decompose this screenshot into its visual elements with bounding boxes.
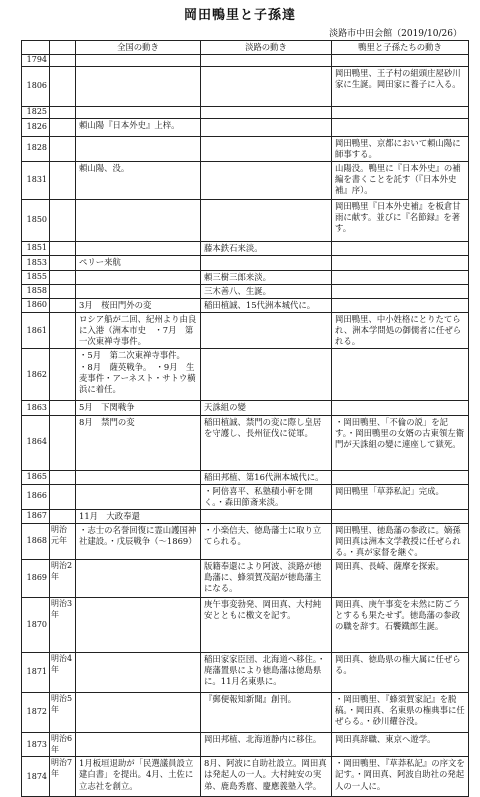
kamo-event: ・岡田鴨里、「不倫の説」を記す。・岡田鴨里の女婿の古東領左衛門が天誅組の變に連座して獄死。	[332, 415, 469, 470]
header-year	[22, 41, 50, 55]
awaji-event: 庚午事変勃発、岡田真、大村純安とともに檄文を記す。	[201, 598, 332, 653]
row-era	[50, 285, 76, 299]
awaji-event: 稲田植誠、15代洲本城代に。	[201, 299, 332, 313]
awaji-event	[201, 199, 332, 241]
table-row	[22, 161, 469, 199]
row-era: 明治4年	[50, 653, 76, 693]
national-event: ・5月 第二次東禅寺事件。 ・8月 薩英戦争。 ・9月 生麦事件・アーネスト・サトウ横浜に着任。	[76, 349, 201, 401]
row-era	[50, 255, 76, 270]
kamo-event: 岡田鴨里、王子村の組頭庄屋砂川家に生誕。岡田家に養子に入る。	[332, 67, 469, 107]
awaji-event: 8月、阿波に自助社設立。岡田真は発起人の一人。大村純安の実弟、鹿島秀麿、慶應義塾入学。	[201, 757, 332, 797]
kamo-event	[332, 285, 469, 299]
table-row	[22, 757, 469, 797]
kamo-event	[332, 255, 469, 270]
table-row	[22, 653, 469, 693]
table-row	[22, 270, 469, 284]
header-national: 全国の動き	[76, 41, 201, 55]
national-event	[76, 560, 201, 598]
table-row	[22, 598, 469, 653]
header-era	[50, 41, 76, 55]
row-era: 明治7年	[50, 757, 76, 797]
header-awaji: 淡路の動き	[201, 41, 332, 55]
awaji-event: 『郵便報知新聞』創刊。	[201, 693, 332, 733]
row-year: 1874	[22, 757, 50, 797]
national-event	[76, 693, 201, 733]
row-era	[50, 67, 76, 107]
national-event: 頼山陽『日本外史』上梓。	[76, 118, 201, 136]
row-era	[50, 415, 76, 470]
national-event	[76, 199, 201, 241]
header-row	[22, 41, 469, 55]
row-era	[50, 55, 76, 67]
row-year: 1865	[22, 470, 50, 484]
kamo-event	[332, 299, 469, 313]
awaji-event	[201, 349, 332, 401]
row-era: 明治3年	[50, 598, 76, 653]
row-year: 1855	[22, 270, 50, 284]
timeline-table	[21, 40, 469, 797]
table-row	[22, 415, 469, 470]
awaji-event: 岡田邦植、北海道静内に移住。	[201, 733, 332, 757]
row-era: 明治2年	[50, 560, 76, 598]
awaji-event	[201, 161, 332, 199]
table-row	[22, 349, 469, 401]
national-event	[76, 285, 201, 299]
table-row	[22, 241, 469, 255]
national-event	[76, 241, 201, 255]
awaji-event: 頼三樹三郎来淡。	[201, 270, 332, 284]
kamo-event: 岡田鴨里「草莽私記」完成。	[332, 484, 469, 509]
awaji-event	[201, 136, 332, 161]
table-row	[22, 55, 469, 67]
national-event	[76, 470, 201, 484]
national-event: ペリー来航	[76, 255, 201, 270]
national-event: 8月 禁門の変	[76, 415, 201, 470]
national-event: ロシア船が二回、紀州より由良に入港（洲本市史 ・7月 第一次東禅寺事件。	[76, 313, 201, 349]
table-row	[22, 199, 469, 241]
awaji-event: 天誅組の變	[201, 401, 332, 415]
row-era	[50, 401, 76, 415]
kamo-event	[332, 107, 469, 119]
kamo-event: 岡田鴨里、徳島藩の参政に。嫡孫岡田真は洲本文学教授に任ぜられる。・真が家督を継ぐ。	[332, 523, 469, 559]
row-year: 1871	[22, 653, 50, 693]
row-year: 1851	[22, 241, 50, 255]
awaji-event	[201, 55, 332, 67]
row-era	[50, 509, 76, 523]
kamo-event	[332, 470, 469, 484]
kamo-event: 岡田真、庚午事変を未然に防ごうとするも果たせず。徳島藩の参政の職を辞す。石饗鐡郎生誕。	[332, 598, 469, 653]
row-year: 1806	[22, 67, 50, 107]
national-event	[76, 107, 201, 119]
kamo-event	[332, 241, 469, 255]
awaji-event: 稲田家家臣団、北海道へ移住。・廃藩置県により徳島藩は徳島県に。11月名東県に。	[201, 653, 332, 693]
table-row	[22, 255, 469, 270]
row-era: 明治5年	[50, 693, 76, 733]
kamo-event	[332, 509, 469, 523]
row-year: 1850	[22, 199, 50, 241]
row-era	[50, 484, 76, 509]
national-event	[76, 733, 201, 757]
awaji-event: 稲田植誠、禁門の変に際し皇居を守護し、長州征伐に従軍。	[201, 415, 332, 470]
row-year: 1862	[22, 349, 50, 401]
row-era	[50, 270, 76, 284]
table-row	[22, 136, 469, 161]
national-event	[76, 653, 201, 693]
header-kamo: 鴨里と子孫たちの動き	[332, 41, 469, 55]
row-era	[50, 313, 76, 349]
national-event: 11月 大政奉還	[76, 509, 201, 523]
awaji-event	[201, 255, 332, 270]
awaji-event	[201, 313, 332, 349]
kamo-event: 岡田真、徳島県の権大属に任ぜらる。	[332, 653, 469, 693]
row-year: 1794	[22, 55, 50, 67]
national-event	[76, 270, 201, 284]
table-row	[22, 313, 469, 349]
row-year: 1873	[22, 733, 50, 757]
table-row	[22, 693, 469, 733]
table-row	[22, 733, 469, 757]
table-row	[22, 67, 469, 107]
national-event	[76, 136, 201, 161]
kamo-event: ・岡田鴨里、『蜂須賀家記』を脱稿。・岡田真、名東県の権典事に任ぜらる。・砂川耀谷没。	[332, 693, 469, 733]
table-row	[22, 470, 469, 484]
awaji-event: ・阿倍喜平、私塾積小軒を開く。・森田節斎来淡。	[201, 484, 332, 509]
national-event: 5月 下関戦争	[76, 401, 201, 415]
awaji-event: 藤本鉄石来淡。	[201, 241, 332, 255]
table-row	[22, 484, 469, 509]
row-year: 1858	[22, 285, 50, 299]
row-era	[50, 470, 76, 484]
kamo-event: 岡田鴨里『日本外史補』を板倉甘雨に献す。並びに『名節録』を著す。	[332, 199, 469, 241]
source-note: 淡路市中田会館（2019/10/26）	[329, 29, 462, 39]
kamo-event: ・岡田鴨里、『草莽私記』の序文を記す。・岡田真、阿波自助社の発起人の一人に。	[332, 757, 469, 797]
row-year: 1868	[22, 523, 50, 559]
kamo-event: 岡田真、長崎、薩摩を探索。	[332, 560, 469, 598]
kamo-event: 岡田鴨里、京都において頼山陽に師事する。	[332, 136, 469, 161]
kamo-event: 岡田真辞職、東京へ遊学。	[332, 733, 469, 757]
kamo-event: 山陽没。鴨里に『日本外史』の補編を書くことを託す（『日本外史補』序）。	[332, 161, 469, 199]
awaji-event	[201, 67, 332, 107]
row-era	[50, 161, 76, 199]
row-era	[50, 118, 76, 136]
row-era: 明治元年	[50, 523, 76, 559]
awaji-event: 三木善八、生誕。	[201, 285, 332, 299]
kamo-event	[332, 349, 469, 401]
row-year: 1869	[22, 560, 50, 598]
national-event	[76, 67, 201, 107]
table-row	[22, 299, 469, 313]
table-row	[22, 118, 469, 136]
row-era	[50, 199, 76, 241]
table-row	[22, 107, 469, 119]
row-year: 1864	[22, 415, 50, 470]
national-event	[76, 598, 201, 653]
kamo-event: 岡田鴨里、中小姓格にとりたてられ、洲本学問処の御儒者に任ぜられる。	[332, 313, 469, 349]
row-year: 1828	[22, 136, 50, 161]
row-year: 1825	[22, 107, 50, 119]
row-era	[50, 136, 76, 161]
row-year: 1870	[22, 598, 50, 653]
table-row	[22, 401, 469, 415]
national-event: ・志士の名誉回復に霊山護国神社建設。・戊辰戦争（〜1869）	[76, 523, 201, 559]
row-year: 1872	[22, 693, 50, 733]
table-row	[22, 523, 469, 559]
kamo-event	[332, 270, 469, 284]
row-year: 1861	[22, 313, 50, 349]
row-year: 1863	[22, 401, 50, 415]
awaji-event	[201, 509, 332, 523]
row-era	[50, 241, 76, 255]
table-row	[22, 560, 469, 598]
row-year: 1831	[22, 161, 50, 199]
row-era	[50, 349, 76, 401]
national-event	[76, 484, 201, 509]
row-year: 1860	[22, 299, 50, 313]
awaji-event: 稲田邦植、第16代洲本城代に。	[201, 470, 332, 484]
awaji-event: 版籍奉還により阿波、淡路が徳島藩に、蜂須賀茂韶が徳島藩主になる。	[201, 560, 332, 598]
row-year: 1867	[22, 509, 50, 523]
row-year: 1866	[22, 484, 50, 509]
awaji-event	[201, 107, 332, 119]
kamo-event	[332, 55, 469, 67]
kamo-event	[332, 401, 469, 415]
kamo-event	[332, 118, 469, 136]
row-year: 1826	[22, 118, 50, 136]
page-title: 岡田鴨里と子孫達	[183, 8, 296, 23]
awaji-event: ・小楽信夫、徳島藩士に取り立てられる。	[201, 523, 332, 559]
row-era: 明治6年	[50, 733, 76, 757]
national-event	[76, 55, 201, 67]
row-era	[50, 107, 76, 119]
national-event: 3月 桜田門外の変	[76, 299, 201, 313]
table-row	[22, 509, 469, 523]
row-era	[50, 299, 76, 313]
awaji-event	[201, 118, 332, 136]
national-event: 頼山陽、没。	[76, 161, 201, 199]
row-year: 1853	[22, 255, 50, 270]
table-row	[22, 285, 469, 299]
national-event: 1月板垣退助が「民選議員設立建白書」を提出。4月、土佐に立志社を創立。	[76, 757, 201, 797]
